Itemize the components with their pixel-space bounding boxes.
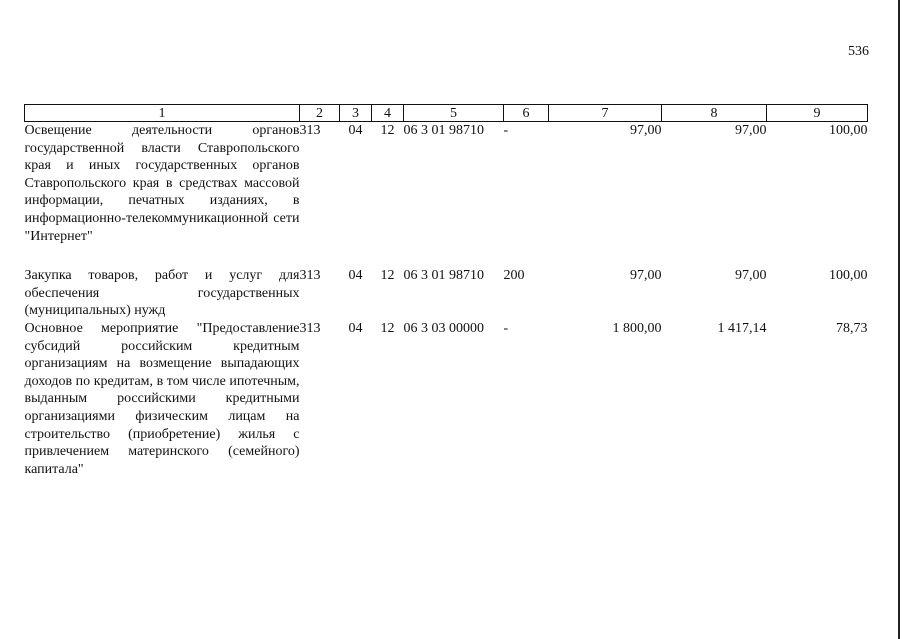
row-spacer <box>25 245 868 267</box>
row-cell-9: 100,00 <box>829 123 868 138</box>
budget-table <box>24 104 868 478</box>
row-description: Закупка товаров, работ и услуг для обеспечения государственных (муниципальных) нужд <box>24 268 300 319</box>
table-row <box>25 122 868 246</box>
row-cell-3: 04 <box>348 123 363 138</box>
header-row <box>25 105 868 122</box>
column-header-4: 4 <box>372 105 404 122</box>
row-cell-9: 78,73 <box>836 320 868 336</box>
row-cell-6: 200 <box>503 268 525 284</box>
row-cell-4: 12 <box>380 320 395 336</box>
row-cell-2: 313 <box>299 268 321 284</box>
row-cell-8: 97,00 <box>735 123 767 138</box>
row-cell-4: 12 <box>380 268 395 284</box>
column-header-7: 7 <box>549 105 662 122</box>
row-cell-5: 06 3 01 98710 <box>403 123 484 138</box>
row-cell-2: 313 <box>299 320 321 336</box>
page-edge <box>898 0 900 639</box>
row-description: Основное мероприятие "Предоставление субсидий российским кредитным организациям на возмещение выпадающих доходов по кредитам, в том числе ипотечным, выданным российскими кредитными организациями физическим лицам на строительство (приобретение) жилья с привлечением материнского (семейного) капитала" <box>24 320 300 477</box>
row-cell-2: 313 <box>299 123 321 138</box>
column-header-3: 3 <box>340 105 372 122</box>
row-cell-6: - <box>503 123 509 138</box>
row-cell-7: 97,00 <box>630 268 662 284</box>
column-header-1: 1 <box>25 105 300 122</box>
column-header-2: 2 <box>300 105 340 122</box>
row-cell-8: 1 417,14 <box>717 320 767 336</box>
column-header-8: 8 <box>662 105 767 122</box>
row-cell-7: 97,00 <box>630 123 662 138</box>
row-cell-9: 100,00 <box>829 268 868 284</box>
row-cell-4: 12 <box>380 123 395 138</box>
row-cell-7: 1 800,00 <box>612 320 662 336</box>
row-cell-3: 04 <box>348 268 363 284</box>
row-description: Освещение деятельности органов государственной власти Ставропольского края и иных государственных органов Ставропольского края в средствах массовой информации, печатных изданиях, в информационно-телекоммуникационной сети "Интернет" <box>24 123 300 244</box>
column-header-6: 6 <box>504 105 549 122</box>
row-cell-6: - <box>503 320 509 336</box>
row-cell-8: 97,00 <box>735 268 767 284</box>
row-cell-5: 06 3 01 98710 <box>403 268 484 284</box>
row-cell-5: 06 3 03 00000 <box>403 320 484 336</box>
table-row <box>25 320 868 478</box>
column-header-9: 9 <box>767 105 868 122</box>
column-header-5: 5 <box>404 105 504 122</box>
table-row <box>25 267 868 320</box>
page-number: 536 <box>848 44 869 59</box>
row-cell-3: 04 <box>348 320 363 336</box>
